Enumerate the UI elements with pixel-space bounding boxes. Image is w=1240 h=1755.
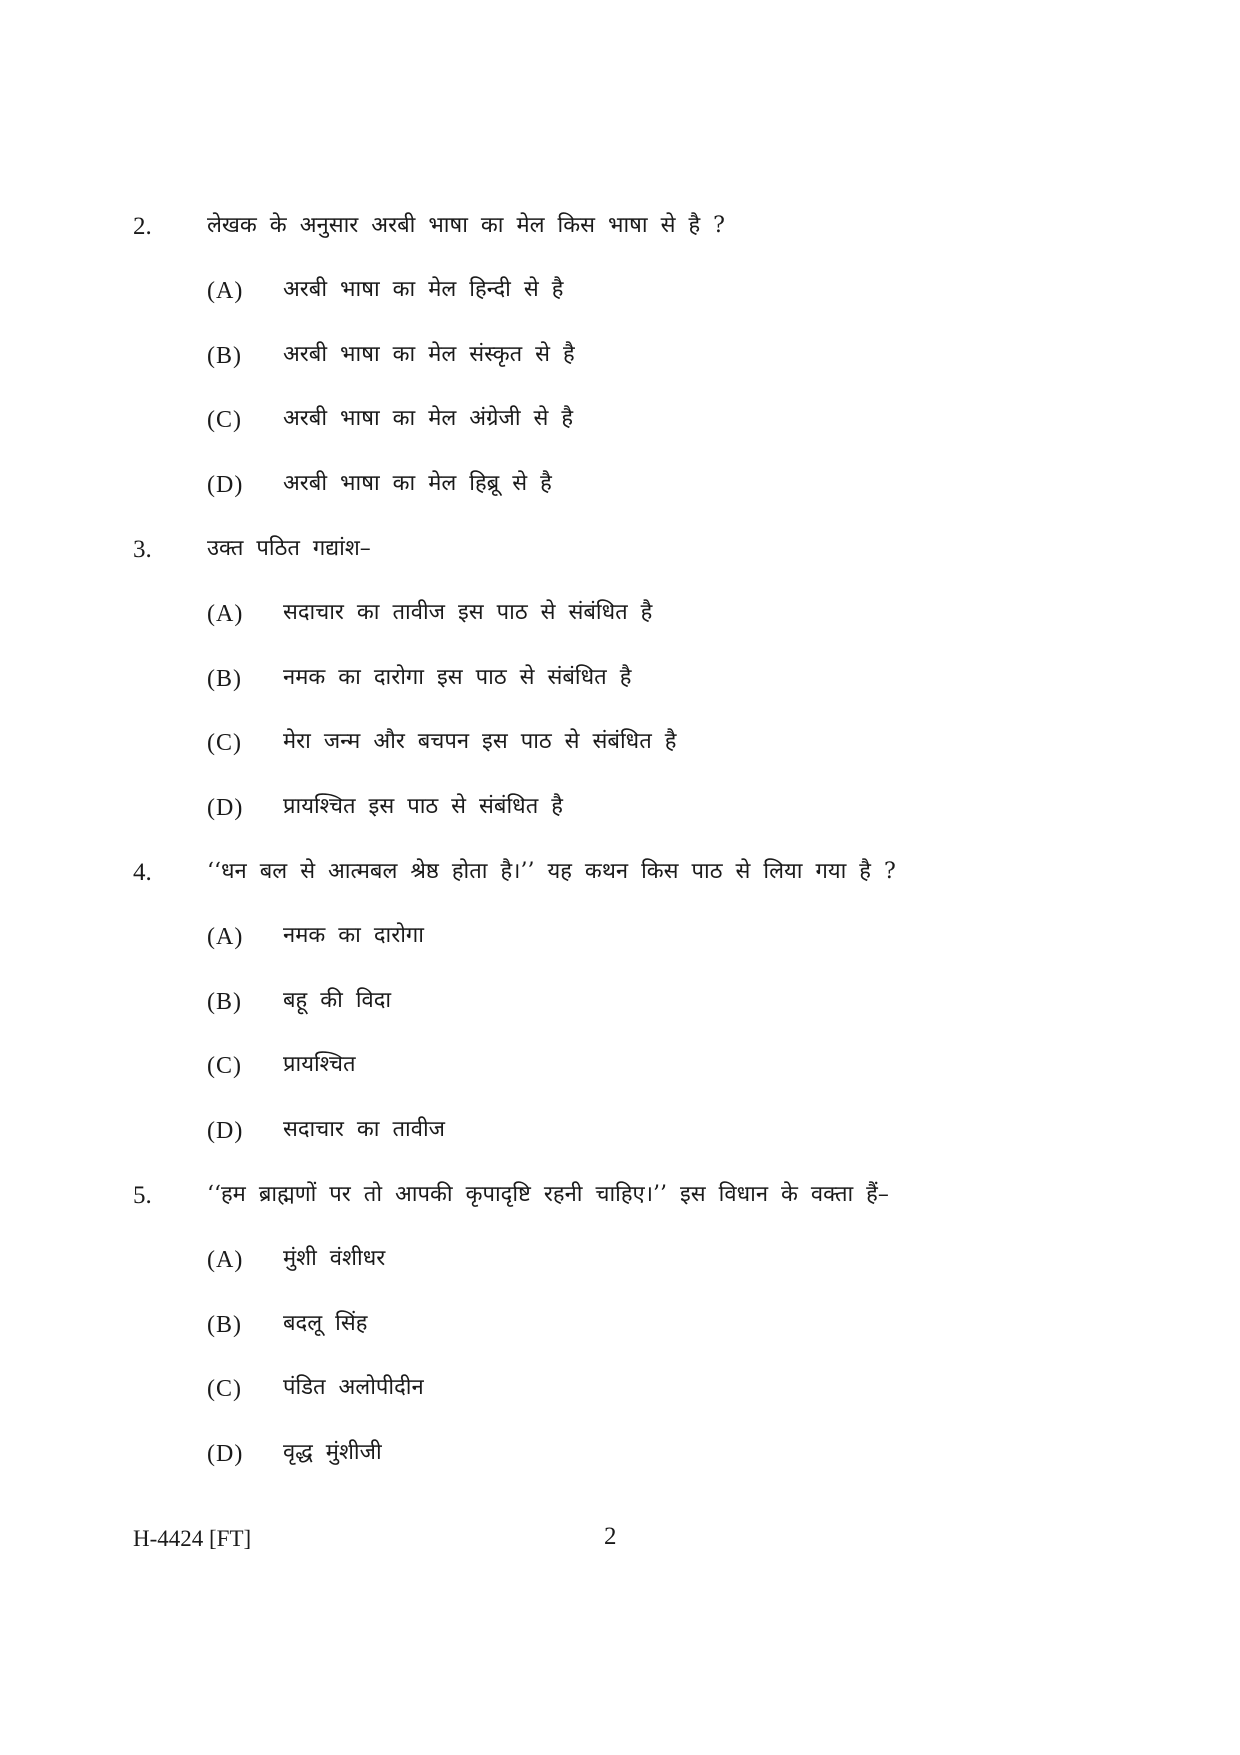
question-number: 4. (133, 859, 152, 886)
option-text: अरबी भाषा का मेल हिब्रू से है (283, 471, 552, 496)
question-text: ‘‘हम ब्राह्मणों पर तो आपकी कृपादृष्टि रहनी चाहिए।’’ इस विधान के वक्ता हैं– (207, 1182, 889, 1207)
option-text: मुंशी वंशीधर (283, 1246, 386, 1271)
option-4b (0, 983, 1240, 1023)
option-text: प्रायश्चित इस पाठ से संबंधित है (283, 794, 563, 819)
option-text: प्रायश्चित (283, 1052, 356, 1077)
option-letter: (A) (207, 601, 244, 627)
option-2a (0, 272, 1240, 312)
question-text: ‘‘धन बल से आत्मबल श्रेष्ठ होता है।’’ यह कथन किस पाठ से लिया गया है ? (207, 859, 896, 884)
option-3c (0, 724, 1240, 764)
option-text: सदाचार का तावीज इस पाठ से संबंधित है (283, 600, 653, 625)
question-2 (0, 208, 1240, 248)
option-4c (0, 1047, 1240, 1087)
option-letter: (A) (207, 1247, 244, 1273)
option-letter: (C) (207, 1376, 242, 1402)
option-letter: (B) (207, 989, 242, 1015)
option-text: बहू की विदा (283, 988, 392, 1013)
option-letter: (B) (207, 666, 242, 692)
option-4d (0, 1112, 1240, 1152)
option-3a (0, 595, 1240, 635)
option-5d (0, 1435, 1240, 1475)
option-2d (0, 466, 1240, 506)
option-letter: (B) (207, 343, 242, 369)
question-text: लेखक के अनुसार अरबी भाषा का मेल किस भाषा से है ? (207, 213, 725, 238)
option-text: अरबी भाषा का मेल अंग्रेजी से है (283, 406, 574, 431)
option-2c (0, 401, 1240, 441)
option-text: मेरा जन्म और बचपन इस पाठ से संबंधित है (283, 729, 677, 754)
option-letter: (D) (207, 795, 244, 821)
option-text: नमक का दारोगा इस पाठ से संबंधित है (283, 665, 632, 690)
question-text: उक्त पठित गद्यांश– (207, 536, 371, 561)
option-text: बदलू सिंह (283, 1311, 368, 1336)
option-letter: (D) (207, 1441, 244, 1467)
question-4 (0, 854, 1240, 894)
question-number: 2. (133, 213, 152, 240)
option-text: सदाचार का तावीज (283, 1117, 445, 1142)
option-text: अरबी भाषा का मेल संस्कृत से है (283, 342, 575, 367)
option-letter: (A) (207, 924, 244, 950)
question-5 (0, 1177, 1240, 1217)
option-letter: (C) (207, 407, 242, 433)
question-number: 3. (133, 536, 152, 563)
question-3 (0, 531, 1240, 571)
paper-code: H-4424 [FT] (133, 1526, 252, 1551)
option-3b (0, 660, 1240, 700)
option-letter: (D) (207, 472, 244, 498)
option-5b (0, 1306, 1240, 1346)
option-text: पंडित अलोपीदीन (283, 1375, 424, 1400)
page-number: 2 (604, 1523, 617, 1550)
option-letter: (C) (207, 730, 242, 756)
option-text: वृद्ध मुंशीजी (283, 1440, 382, 1465)
option-letter: (A) (207, 278, 244, 304)
option-4a (0, 918, 1240, 958)
option-letter: (D) (207, 1118, 244, 1144)
option-text: नमक का दारोगा (283, 923, 425, 948)
option-5c (0, 1370, 1240, 1410)
question-number: 5. (133, 1182, 152, 1209)
option-3d (0, 789, 1240, 829)
option-5a (0, 1241, 1240, 1281)
option-2b (0, 337, 1240, 377)
option-letter: (C) (207, 1053, 242, 1079)
option-text: अरबी भाषा का मेल हिन्दी से है (283, 277, 564, 302)
option-letter: (B) (207, 1312, 242, 1338)
